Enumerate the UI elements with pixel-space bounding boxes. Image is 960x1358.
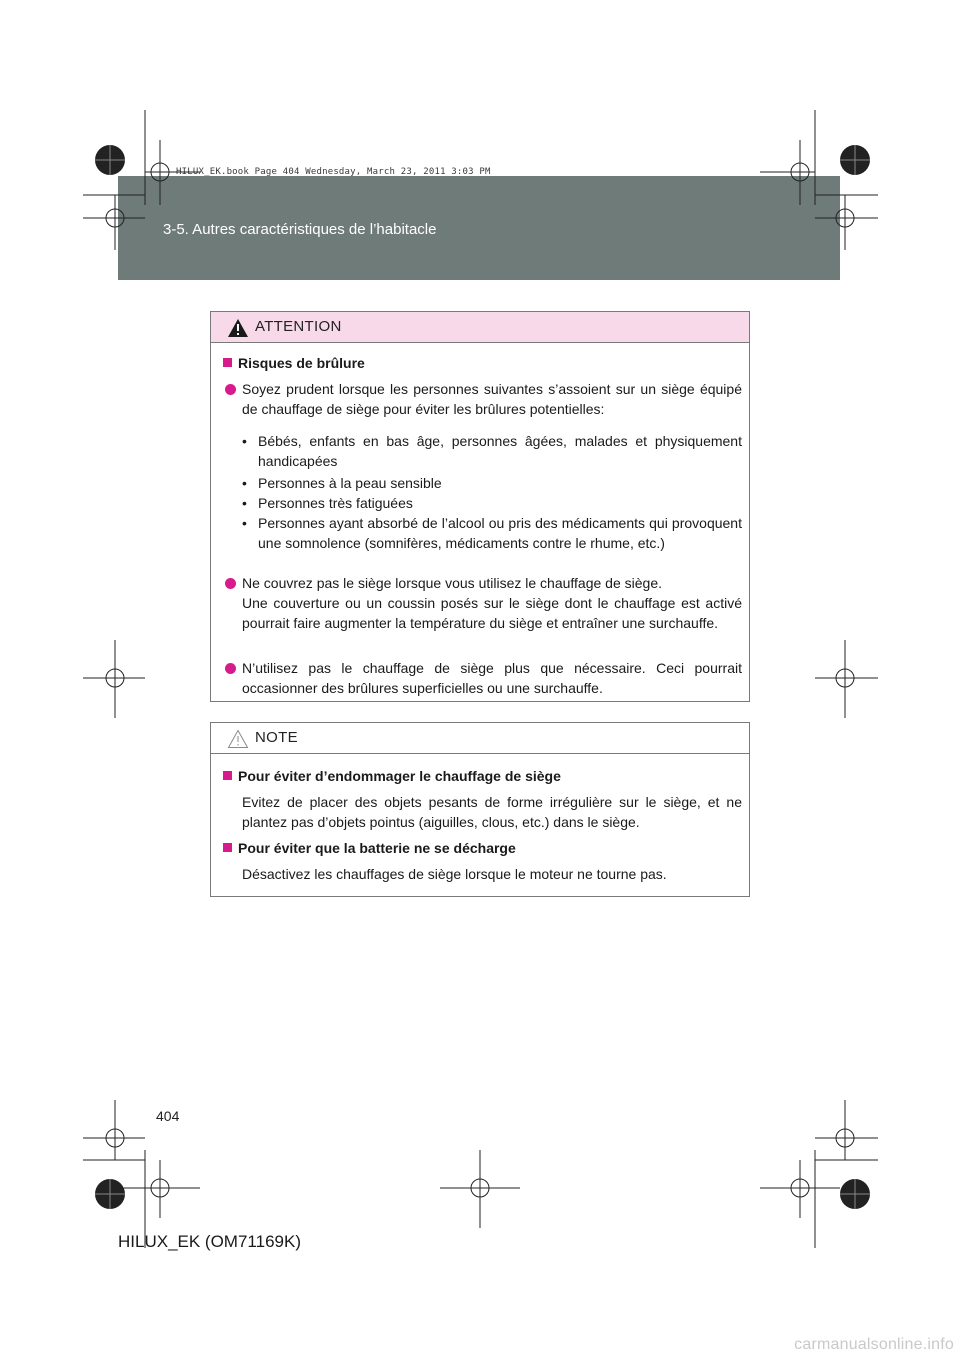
watermark: carmanualsonline.info [794, 1336, 954, 1353]
sub-bullet-marker: • [242, 515, 247, 531]
sub-bullet-marker: • [242, 495, 247, 511]
attention-bullet-3: N’utilisez pas le chauffage de siège plus que nécessaire. Ceci pourrait occasionner des brûlures superficielles ou une surchauffe. [242, 660, 742, 696]
attention-bullet-1: Soyez prudent lorsque les personnes suivantes s’assoient sur un siège équipé de chauffage de siège pour éviter les brûlures potentielles: [242, 381, 742, 417]
attention-header [211, 312, 749, 343]
sub-item-text: Personnes ayant absorbé de l’alcool ou pris des médicaments qui provoquent une somnolence (somnifères, médicaments contre le rhume, etc.) [258, 515, 742, 551]
attention-box [210, 311, 750, 702]
note-section-1-text: Evitez de placer des objets pesants de forme irrégulière sur le siège, et ne plantez pas d’objets pointus (aiguilles, clous, etc.) dans le siège. [242, 794, 742, 830]
sub-bullet-marker: • [242, 475, 247, 491]
warning-icon [227, 318, 249, 338]
sub-item-text: Personnes à la peau sensible [258, 475, 442, 491]
attention-bullet-2-line1: Ne couvrez pas le siège lorsque vous utilisez le chauffage de siège. [242, 575, 662, 591]
circle-bullet-icon [225, 663, 236, 674]
square-bullet-icon [223, 358, 232, 367]
page-number: 404 [156, 1108, 180, 1124]
sub-item-text: Bébés, enfants en bas âge, personnes âgées, malades et physiquement handicapées [258, 433, 742, 469]
section-header-title: 3-5. Autres caractéristiques de l’habitacle [163, 221, 437, 238]
sub-bullet-marker: • [242, 433, 247, 449]
note-section-2-text: Désactivez les chauffages de siège lorsque le moteur ne tourne pas. [242, 866, 667, 882]
note-section-1-title: Pour éviter d’endommager le chauffage de siège [223, 766, 561, 786]
square-bullet-icon [223, 771, 232, 780]
attention-label: ATTENTION [255, 318, 342, 335]
note-box [210, 722, 750, 897]
circle-bullet-icon [225, 578, 236, 589]
circle-bullet-icon [225, 384, 236, 395]
caution-icon [227, 729, 249, 749]
attention-section-title: Risques de brûlure [223, 353, 365, 373]
sub-item-text: Personnes très fatiguées [258, 495, 413, 511]
attention-bullet-2-line2: Une couverture ou un coussin posés sur le siège dont le chauffage est activé pourrait faire augmenter la température du siège et entraîner une surchauffe. [242, 595, 742, 631]
book-stamp: HILUX_EK.book Page 404 Wednesday, March 23, 2011 3:03 PM [176, 167, 491, 177]
note-label: NOTE [255, 729, 298, 746]
note-header [211, 723, 749, 754]
square-bullet-icon [223, 843, 232, 852]
note-section-2-title: Pour éviter que la batterie ne se décharge [223, 838, 516, 858]
manual-code: HILUX_EK (OM71169K) [118, 1232, 301, 1251]
